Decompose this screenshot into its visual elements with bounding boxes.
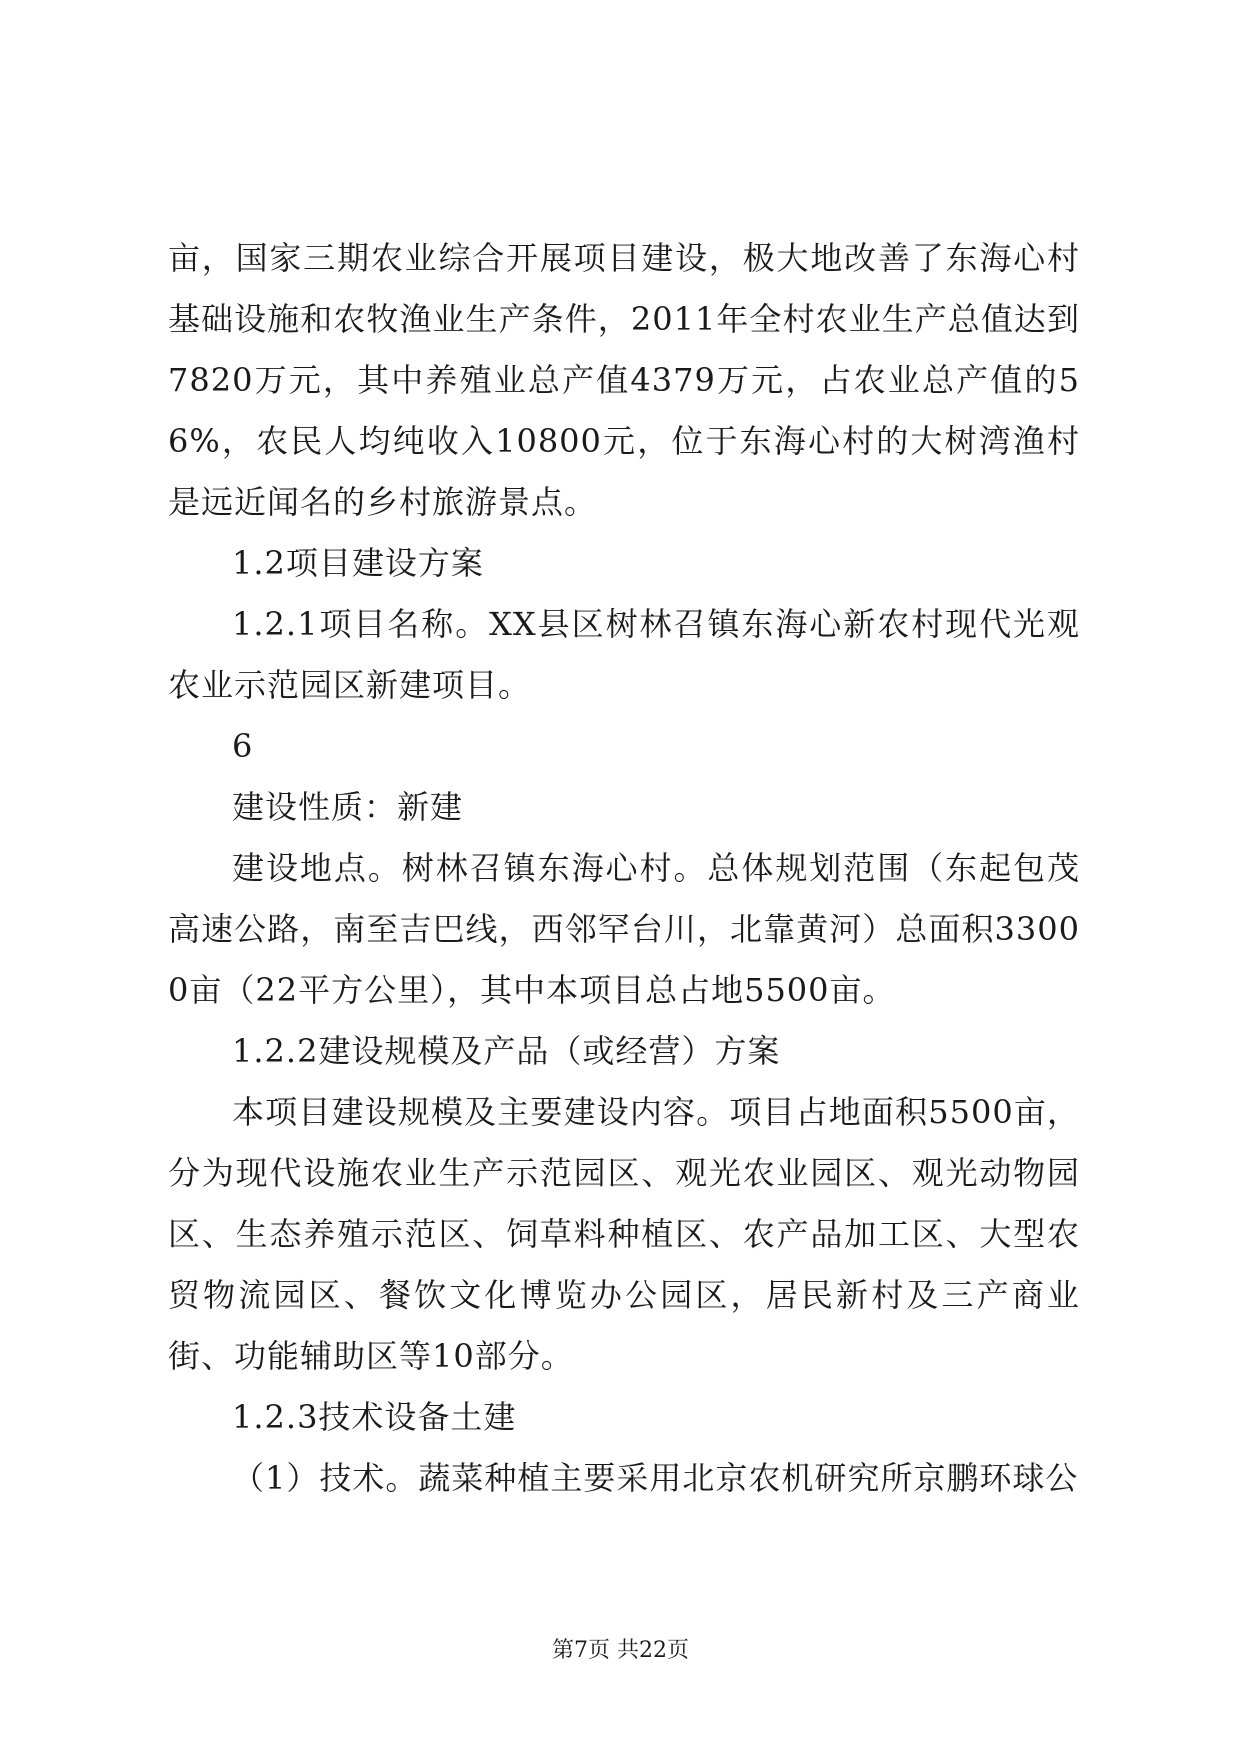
- section-heading-1-2: 1.2项目建设方案: [232, 544, 484, 582]
- page-footer: 第7页 共22页: [552, 1638, 689, 1663]
- paragraph-construction-scale: 本项目建设规模及主要建设内容。项目占地面积5500亩，分为现代设施农业生产示范园区、观光农业园区、观光动物园区、生态养殖示范区、饲草料种植区、农产品加工区、大型农贸物流园区、餐饮文化博览办公园区，居民新村及三产商业街、功能辅助区等10部分。: [168, 1093, 1080, 1375]
- paragraph-technology: （1）技术。蔬菜种植主要采用北京农机研究所京鹏环球公: [232, 1459, 1079, 1497]
- paragraph-project-name: 1.2.1项目名称。XX县区树林召镇东海心新农村现代光观农业示范园区新建项目。: [168, 605, 1080, 704]
- section-heading-1-2-2: 1.2.2建设规模及产品（或经营）方案: [232, 1032, 781, 1070]
- paragraph-number: 6: [232, 727, 254, 765]
- paragraph-construction-site: 建设地点。树林召镇东海心村。总体规划范围（东起包茂高速公路，南至吉巴线，西邻罕台川，北靠黄河）总面积33000亩（22平方公里），其中本项目总占地5500亩。: [168, 849, 1080, 1009]
- paragraph-continuation: 亩，国家三期农业综合开展项目建设，极大地改善了东海心村基础设施和农牧渔业生产条件，2011年全村农业生产总值达到7820万元，其中养殖业总产值4379万元，占农业总产值的56%，农民人均纯收入10800元，位于东海心村的大树湾渔村是远近闻名的乡村旅游景点。: [168, 239, 1080, 521]
- section-heading-1-2-3: 1.2.3技术设备土建: [232, 1398, 517, 1436]
- document-body: [168, 228, 1080, 1509]
- paragraph-construction-nature: 建设性质：新建: [232, 788, 464, 826]
